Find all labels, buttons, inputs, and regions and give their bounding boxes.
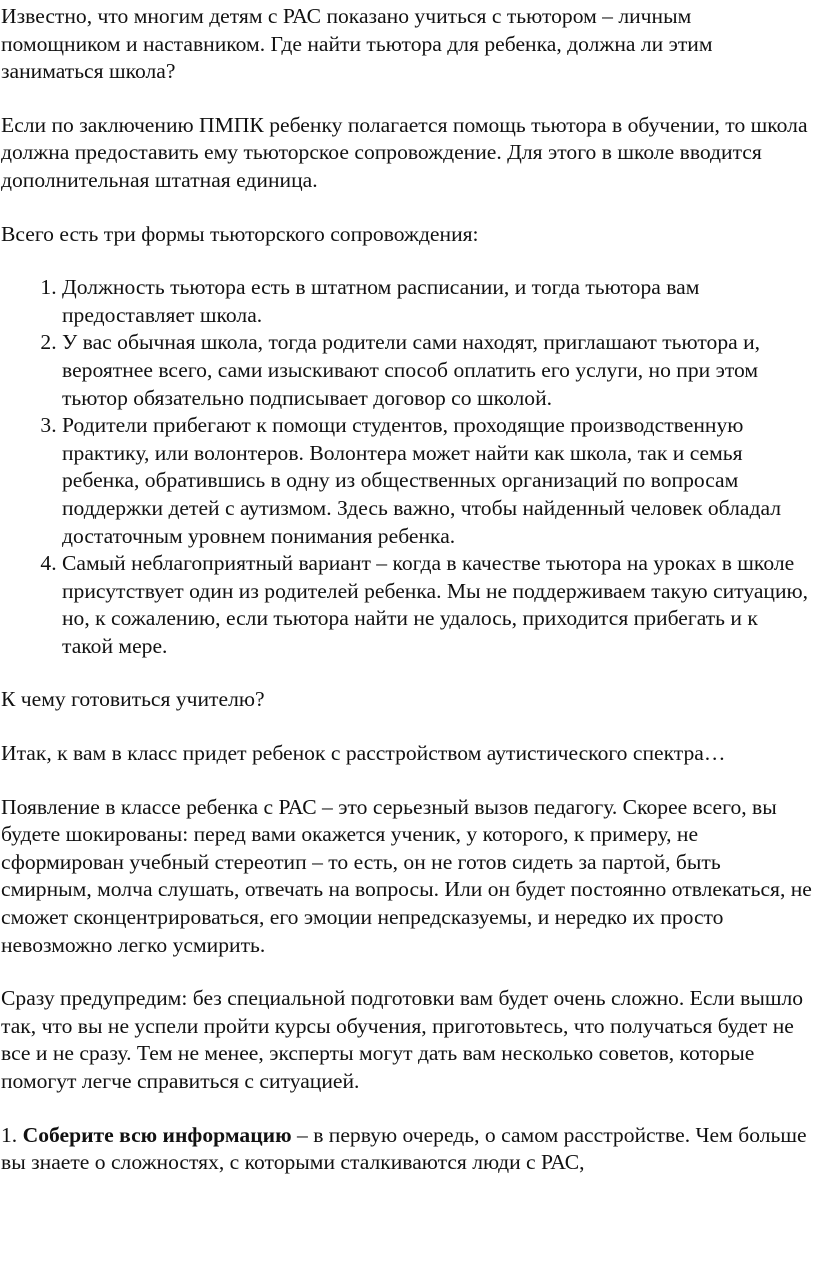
paragraph-teacher-question: К чему готовиться учителю? xyxy=(1,687,265,712)
paragraph-forms-intro: Всего есть три формы тьюторского сопровождения: xyxy=(1,221,479,246)
document-body xyxy=(1,3,813,1177)
list-item: 1. Должность тьютора есть в штатном расписании, и тогда тьютора вам предоставляет школа. xyxy=(62,274,813,329)
paragraph-child-arrives: Итак, к вам в класс придет ребенок с расстройством аутистического спектра… xyxy=(1,741,726,766)
list-item: 2. У вас обычная школа, тогда родители сами находят, приглашают тьютора и, вероятнее всего, сами изыскивают способ оплатить его услуги, но при этом тьютор обязательно подписывает договор со школой. xyxy=(62,329,813,412)
paragraph-advice-1 xyxy=(1,1122,813,1177)
advice-title: Соберите всю информацию xyxy=(22,1122,292,1147)
advice-text: – в первую очередь, о самом расстройстве. Чем больше вы знаете о сложностях, с которыми сталкиваются люди с РАС, xyxy=(1,1122,807,1175)
paragraph-warning: Сразу предупредим: без специальной подготовки вам будет очень сложно. Если вышло так, что вы не успели пройти курсы обучения, приготовьтесь, что получаться будет не все и не сразу. Тем не менее, эксперты могут дать вам несколько советов, которые помогут легче справиться с ситуацией. xyxy=(1,986,804,1093)
paragraph-pmpk: Если по заключению ПМПК ребенку полагается помощь тьютора в обучении, то школа должна предоставить ему тьюторское сопровождение. Для этого в школе вводится дополнительная штатная единица. xyxy=(1,112,808,192)
tutor-forms-list xyxy=(1,274,813,660)
list-item: 4. Самый неблагоприятный вариант – когда в качестве тьютора на уроках в школе присутствует один из родителей ребенка. Мы не поддерживаем такую ситуацию, но, к сожалению, если тьютора найти не удалось, приходится прибегать и к такой мере. xyxy=(62,550,813,660)
advice-number: 1. xyxy=(1,1122,18,1147)
paragraph-challenge: Появление в классе ребенка с РАС – это серьезный вызов педагогу. Скорее всего, вы будете шокированы: перед вами окажется ученик, у которого, к примеру, не сформирован учебный стереотип – то есть, он не готов сидеть за партой, быть смирным, молча слушать, отвечать на вопросы. Или он будет постоянно отвлекаться, не сможет сконцентрироваться, его эмоции непредсказуемы, и нередко их просто невозможно легко усмирить. xyxy=(1,794,812,957)
list-item: 3. Родители прибегают к помощи студентов, проходящие производственную практику, или волонтеров. Волонтера может найти как школа, так и семья ребенка, обратившись в одну из общественных организаций по вопросам поддержки детей с аутизмом. Здесь важно, чтобы найденный человек обладал достаточным уровнем понимания ребенка. xyxy=(62,412,813,550)
paragraph-intro: Известно, что многим детям с РАС показано учиться с тьютором – личным помощником и наставником. Где найти тьютора для ребенка, должна ли этим заниматься школа? xyxy=(1,4,713,84)
